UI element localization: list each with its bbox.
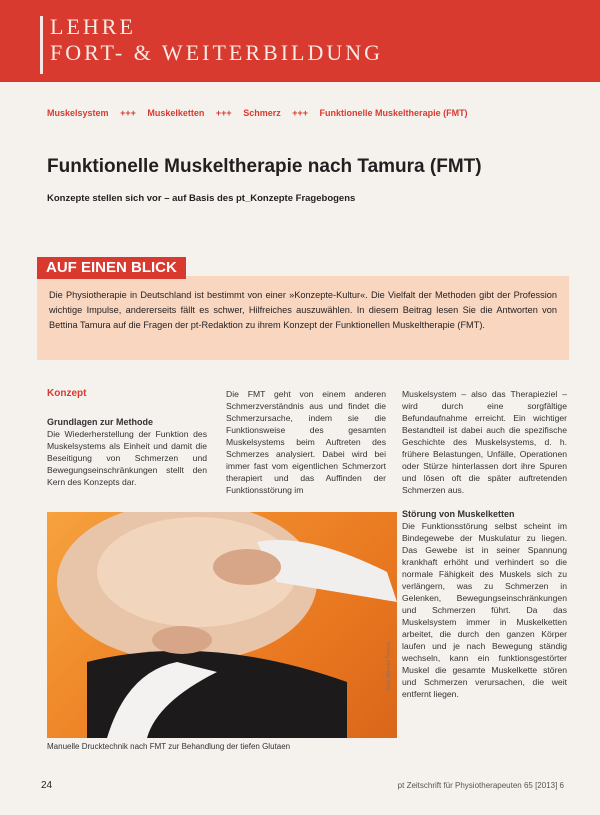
- column-3: [402, 388, 567, 700]
- column-3-text-bottom: Die Funktionsstörung selbst scheint im Bindegewebe der Muskulatur zu liegen. Das Gewebe ist in seiner Spannung krankhaft erhöht und verhindert so die normale Fähigkeit des Muskels sich zu verlängern, was zu Schmerzen in Gelenken, Bewegungseinschränkungen und Schmerzen führt. Da das Muskelsystem immer in Muskelketten arbeitet, die durch den ganzen Körper laufen und je nach Bewegung ständig wechseln, kann ein funktionsgestörter Muskel die gesamte Muskelkette stören und Schmerzen verursachen, die weit entfernt liegen.: [402, 521, 567, 699]
- column-2-text: Die FMT geht von einem anderen Schmerzverständnis aus und findet die Schmerzursache, indem sie die Funktionsweise des gesamten Muskelsystems beim Auftreten des Schmerzes analysiert. Dabei wird bei immer fast vom eigentlichen Schmerzort therapiert und das Auffinden der Funktionsstörung im: [226, 389, 386, 495]
- banner-rule: [40, 16, 43, 74]
- therapy-photo-illustration: [47, 512, 397, 738]
- breadcrumb-item: Funktionelle Muskeltherapie (FMT): [319, 108, 468, 118]
- subheading: Grundlagen zur Methode: [47, 417, 154, 427]
- column-1: [47, 388, 207, 488]
- subheading: Störung von Muskelketten: [402, 509, 515, 519]
- column-3-text-top: Muskelsystem – also das Therapieziel – wird durch eine sorgfältige Befundaufnahme erreicht. Ein wichtiger Bestandteil ist dabei auch die spezifische Geschichte des Muskelsystems, d. h. frühere Belastungen, Unfälle, Operationen oder Stürze hinterlassen dort ihre Spuren und lösen oft die später auftretenden Schmerzen aus.: [402, 389, 567, 495]
- breadcrumb-item: Muskelsystem: [47, 108, 109, 118]
- figure-caption: Manuelle Drucktechnik nach FMT zur Behandlung der tiefen Glutaen: [47, 742, 291, 751]
- column-2: [226, 388, 386, 496]
- column-1-text: Die Wiederherstellung der Funktion des Muskelsystems als Einheit und damit die Beseitigung von Schmerzen und Bewegungseinschränkungen stellt den Kern des Konzepts dar.: [47, 429, 207, 487]
- banner-line-2: FORT- & WEITERBILDUNG: [50, 40, 384, 65]
- breadcrumb: [47, 108, 477, 118]
- breadcrumb-separator: +++: [120, 108, 136, 118]
- breadcrumb-separator: +++: [215, 108, 232, 118]
- photo-credit: Foto: Hannes Tamura: [386, 642, 392, 690]
- breadcrumb-separator: +++: [292, 108, 309, 118]
- article-subtitle: Konzepte stellen sich vor – auf Basis des pt_Konzepte Fragebogens: [47, 193, 356, 204]
- section-heading: Konzept: [47, 388, 87, 399]
- breadcrumb-item: Schmerz: [243, 108, 281, 118]
- section-banner: [0, 0, 600, 82]
- article-title: Funktionelle Muskeltherapie nach Tamura (FMT): [47, 156, 482, 177]
- summary-box: Die Physiotherapie in Deutschland ist bestimmt von einer »Konzepte-Kultur«. Die Vielfalt der Methoden gibt der Profession wichtige Impulse, andererseits fällt es schwer, Hilfreiches auszuwählen. In diesem Beitrag lesen Sie die Antworten von Bettina Tamura auf die Fragen der pt-Redaktion zu ihrem Konzept der Funktionellen Muskeltherapie (FMT).: [37, 276, 569, 360]
- journal-info: pt Zeitschrift für Physiotherapeuten 65 [2013] 6: [397, 781, 564, 790]
- summary-tag: AUF EINEN BLICK: [37, 257, 186, 279]
- breadcrumb-item: Muskelketten: [147, 108, 205, 118]
- therapy-photo: [47, 512, 397, 738]
- page-number: 24: [41, 780, 53, 791]
- banner-line-1: LEHRE: [50, 14, 136, 39]
